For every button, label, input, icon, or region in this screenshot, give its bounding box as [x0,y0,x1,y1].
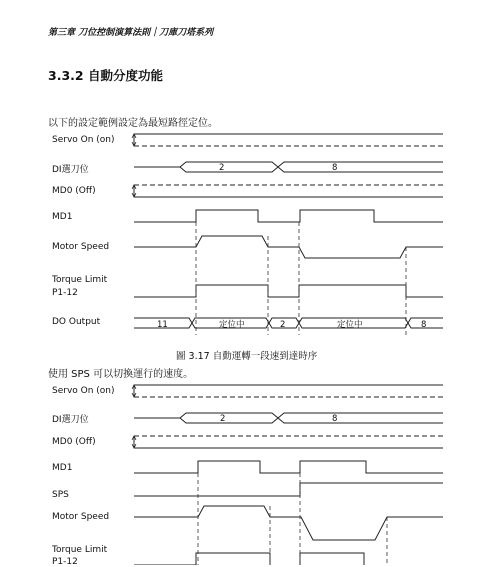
d1-label-motor-speed: Motor Speed [52,242,110,252]
d2-label-di-select: DI選刀位 [52,415,89,425]
d1-di-value-2: 2 [219,163,225,173]
d2-label-p1-12: P1-12 [52,557,78,567]
d2-label-md0: MD0 (Off) [52,437,96,447]
d2-di-value-8: 8 [332,414,338,424]
d2-label-motor-speed: Motor Speed [52,512,110,522]
d1-label-do-output: DO Output [52,317,101,327]
d2-label-servo-on: Servo On (on) [52,386,115,396]
d1-di-value-8: 8 [332,163,338,173]
d2-label-torque-limit: Torque Limit [52,545,108,555]
page-header: 第三章 刀位控制演算法則｜刀庫刀塔系列 [48,28,214,38]
d1-do-value-11: 11 [157,320,168,330]
sps-text: 使用 SPS 可以切換運行的速度。 [48,369,194,380]
section-title: 3.3.2 自動分度功能 [48,68,163,83]
figure-caption: 圖 3.17 自動運轉一段速到達時序 [176,351,318,362]
intro-text: 以下的設定範例設定為最短路徑定位。 [48,118,218,129]
d1-do-value-positioning-2: 定位中 [337,320,363,330]
d1-label-di-select: DI選刀位 [52,165,89,175]
d1-label-md0: MD0 (Off) [52,186,96,196]
d1-label-servo-on: Servo On (on) [52,135,115,145]
d1-label-torque-limit: Torque Limit [52,275,108,285]
d1-do-value-2: 2 [280,320,286,330]
d1-label-p1-12: P1-12 [52,288,78,298]
d1-do-value-positioning-1: 定位中 [219,320,245,330]
d2-label-md1: MD1 [52,463,73,473]
d1-do-value-8: 8 [421,320,427,330]
d2-di-value-2: 2 [220,414,226,424]
d2-label-sps: SPS [52,490,69,500]
d1-label-md1: MD1 [52,212,73,222]
